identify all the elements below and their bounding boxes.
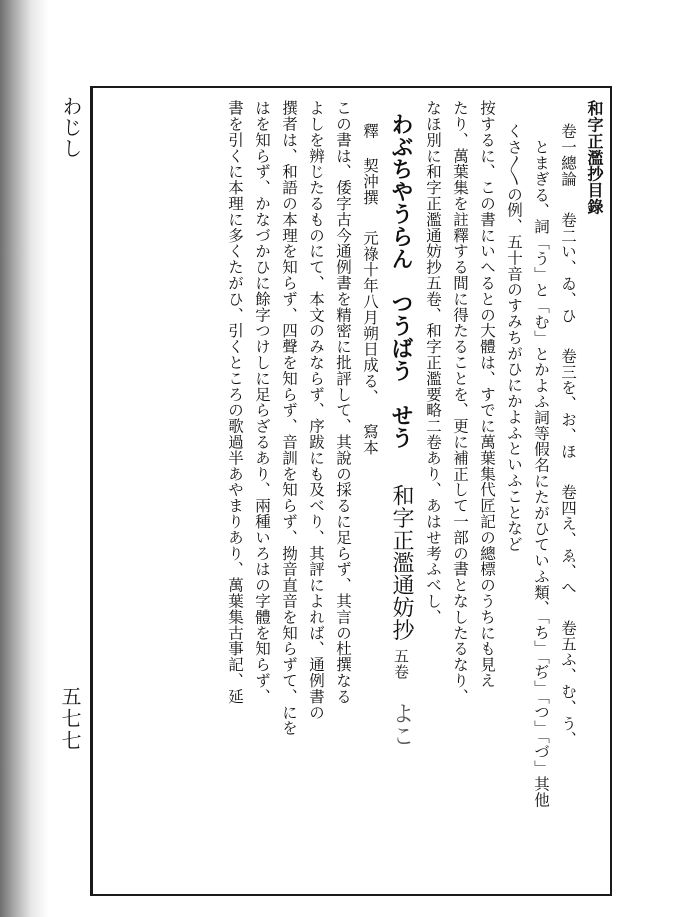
author-label: 釋 <box>361 123 379 140</box>
entry-title: 和字正濫通妨抄 <box>389 484 414 642</box>
main-text <box>96 100 608 880</box>
body-line: よしを辨じたるものにて、本文のみならず、序跋にも及べり、其評によれば、通例書の <box>307 100 325 721</box>
toc-volume-1: 卷一總論 <box>559 123 577 187</box>
note-line: たり、萬葉集を註釋する間に得たることを、更に補正して一部の書となしたるなり、 <box>451 100 469 705</box>
toc-volume-4: 卷四え、ゑ、へ <box>559 483 577 596</box>
body-line: はを知らず、かなづかひに餘字つけしに足らざるあり、兩種いろはの字體を知らず、 <box>253 100 271 705</box>
entry-date: 元祿十年八月朔日成る、 <box>361 230 379 406</box>
running-head: わじし <box>59 96 83 159</box>
toc-line: くさ〱の例、五十音のすみちがひにかよふといふことなど <box>505 123 523 553</box>
note-line: なほ別に和字正濫通妨抄五卷、和字正濫要略二卷あり、あはせ考ふべし、 <box>424 100 442 625</box>
entry-heading <box>383 100 419 880</box>
toc-volume-3: 卷三を、お、ほ <box>559 347 577 460</box>
body-line: 書を引くに本理に多くたがひ、引くところの歌過半あやまりあり、萬葉集古事記、延 <box>226 100 244 705</box>
body-line: 撰者は、和語の本理を知らず、四聲を知らず、音訓を知らず、拗音直音を知らずて、にを <box>280 100 298 736</box>
body-line: この書は、倭字古今通例書を精密に批評して、其說の採るに足らず、其言の杜撰なる <box>334 100 352 705</box>
toc-title: 和字正濫抄目錄 <box>585 100 604 215</box>
page-number: 五七七 <box>58 686 82 752</box>
note-line: 按するに、この書にいへるとの大體は、すでに萬葉集代匠記の總標のうちにも見え <box>478 100 496 689</box>
entry-volume-count: 五卷 <box>392 648 410 680</box>
entry-format: 寫本 <box>361 423 379 456</box>
author-name: 契沖撰 <box>361 157 379 206</box>
handwritten-mark: よこ <box>389 701 414 747</box>
entry-reading: わぶちやうらん つうばう せう <box>388 113 414 450</box>
entry-meta <box>356 100 383 880</box>
toc-volume-5: 卷五ふ、む、う、 <box>559 619 577 748</box>
toc-volume-list <box>554 100 581 880</box>
toc-volume-2: 卷二い、ゐ、ひ <box>559 211 577 323</box>
toc-line: とまぎる、詞「う」と「む」とかよふ詞等假名にたがひていふ類、「ち」「ぢ」「つ」「づ」其他 <box>532 138 550 808</box>
